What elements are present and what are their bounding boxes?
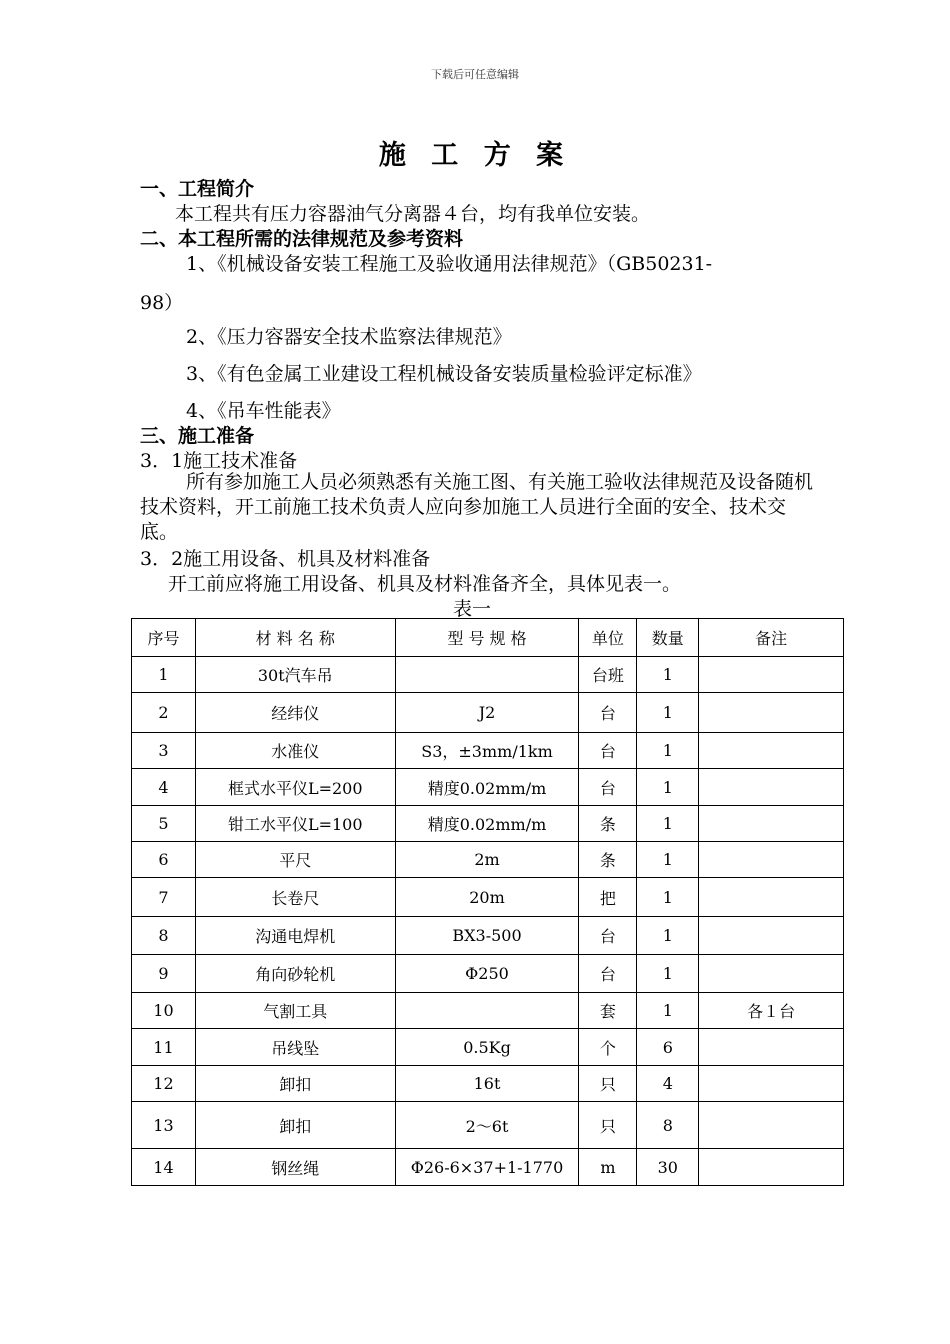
table-cell: 8 [637, 1102, 699, 1149]
table-cell: 沟通电焊机 [195, 917, 395, 955]
table-cell: 框式水平仪L=200 [195, 769, 395, 806]
table-cell: 把 [579, 878, 637, 917]
table-cell: 卸扣 [195, 1102, 395, 1149]
table-cell: 30t汽车吊 [195, 657, 395, 693]
table-cell: 1 [637, 769, 699, 806]
table-caption: 表一 [453, 598, 492, 620]
table-cell: 个 [579, 1029, 637, 1066]
table-cell [699, 1102, 844, 1149]
table-cell: 精度0.02mm/m [395, 806, 579, 842]
reference-1: 1、《机械设备安装工程施工及验收通用法律规范》（GB50231- [186, 253, 713, 275]
header-cell: 型 号 规 格 [395, 619, 579, 657]
table-cell: 4 [637, 1066, 699, 1102]
table-cell: 12 [132, 1066, 196, 1102]
table-cell: 精度0.02mm/m [395, 769, 579, 806]
table-cell: 套 [579, 993, 637, 1029]
reference-3: 3、《有色金属工业建设工程机械设备安装质量检验评定标准》 [186, 363, 702, 385]
table-cell: 2～6t [395, 1102, 579, 1149]
table-cell: 1 [637, 993, 699, 1029]
table-cell [699, 1149, 844, 1186]
table-row [132, 693, 844, 733]
table-cell: 只 [579, 1066, 637, 1102]
table-cell: BX3-500 [395, 917, 579, 955]
section-3-1-text: 所有参加施工人员必须熟悉有关施工图、有关施工验收法律规范及设备随机技术资料，开工前施工技术负责人应向参加施工人员进行全面的安全、技术交底。 [140, 471, 814, 543]
section-2-heading: 二、本工程所需的法律规范及参考资料 [140, 228, 464, 250]
section-3-2-text: 开工前应将施工用设备、机具及材料准备齐全，具体见表一。 [168, 573, 682, 595]
header-cell: 备注 [699, 619, 844, 657]
table-cell: 1 [637, 878, 699, 917]
section-3-heading: 三、施工准备 [140, 425, 255, 447]
section-1-heading: 一、工程简介 [140, 178, 255, 200]
table-cell: 14 [132, 1149, 196, 1186]
table-cell [395, 657, 579, 693]
table-cell: 16t [395, 1066, 579, 1102]
table-cell [699, 806, 844, 842]
table-cell: 角向砂轮机 [195, 955, 395, 993]
table-header-row [132, 619, 844, 657]
header-cell: 单位 [579, 619, 637, 657]
table-cell: 吊线坠 [195, 1029, 395, 1066]
table-cell [699, 842, 844, 878]
table-cell: 20m [395, 878, 579, 917]
reference-4: 4、《吊车性能表》 [186, 400, 341, 422]
table-cell: 13 [132, 1102, 196, 1149]
table-row [132, 733, 844, 769]
table-cell: 钳工水平仪L=100 [195, 806, 395, 842]
table-cell: m [579, 1149, 637, 1186]
table-cell: 0.5Kg [395, 1029, 579, 1066]
table-row [132, 1149, 844, 1186]
table-row [132, 1102, 844, 1149]
reference-2: 2、《压力容器安全技术监察法律规范》 [186, 326, 512, 348]
table-row [132, 1066, 844, 1102]
table-cell: 6 [637, 1029, 699, 1066]
table-cell: 台 [579, 769, 637, 806]
table-cell [395, 993, 579, 1029]
table-cell: 条 [579, 842, 637, 878]
materials-table [131, 618, 844, 1186]
table-cell: 1 [637, 657, 699, 693]
table-cell: 平尺 [195, 842, 395, 878]
table-cell: 1 [637, 955, 699, 993]
table-cell: 30 [637, 1149, 699, 1186]
table-cell: Φ250 [395, 955, 579, 993]
table-cell: 2 [132, 693, 196, 733]
table-cell: 3 [132, 733, 196, 769]
table-cell: 只 [579, 1102, 637, 1149]
reference-1-continued: 98） [140, 292, 184, 314]
table-cell: 台 [579, 693, 637, 733]
table-row [132, 993, 844, 1029]
table-cell [699, 693, 844, 733]
table-row [132, 769, 844, 806]
table-row [132, 878, 844, 917]
table-cell [699, 657, 844, 693]
table-cell: 1 [637, 842, 699, 878]
table-cell: 台班 [579, 657, 637, 693]
section-3-2-heading: 3．2施工用设备、机具及材料准备 [140, 548, 431, 570]
page-header: 下载后可任意编辑 [431, 68, 519, 81]
table-cell [699, 769, 844, 806]
table-row [132, 1029, 844, 1066]
table-cell: 气割工具 [195, 993, 395, 1029]
table-cell: 各１台 [699, 993, 844, 1029]
table-cell [699, 878, 844, 917]
table-cell: 10 [132, 993, 196, 1029]
table-cell [699, 1029, 844, 1066]
header-cell: 材 料 名 称 [195, 619, 395, 657]
table-cell: J2 [395, 693, 579, 733]
document-title: 施 工 方 案 [378, 140, 572, 171]
table-cell [699, 917, 844, 955]
table-cell: 长卷尺 [195, 878, 395, 917]
table-cell [699, 733, 844, 769]
table-cell: 1 [637, 733, 699, 769]
table-row [132, 842, 844, 878]
table-cell: 7 [132, 878, 196, 917]
table-cell: 4 [132, 769, 196, 806]
section-3-1-heading: 3．1施工技术准备 [140, 450, 298, 472]
table-cell: 5 [132, 806, 196, 842]
table-cell: 1 [637, 917, 699, 955]
table-cell: 卸扣 [195, 1066, 395, 1102]
table-cell: 台 [579, 917, 637, 955]
table-cell: 经纬仪 [195, 693, 395, 733]
table-cell: 条 [579, 806, 637, 842]
table-cell: Φ26-6×37+1-1770 [395, 1149, 579, 1186]
table-cell: 1 [637, 806, 699, 842]
table-cell: 台 [579, 955, 637, 993]
table-cell: 1 [132, 657, 196, 693]
table-cell: 水准仪 [195, 733, 395, 769]
table-cell: 9 [132, 955, 196, 993]
table-cell: 11 [132, 1029, 196, 1066]
table-cell: 钢丝绳 [195, 1149, 395, 1186]
table-row [132, 806, 844, 842]
table-cell: S3，±3mm/1km [395, 733, 579, 769]
table-cell: 8 [132, 917, 196, 955]
table-cell: 6 [132, 842, 196, 878]
table-cell: 2m [395, 842, 579, 878]
table-cell [699, 1066, 844, 1102]
table-cell [699, 955, 844, 993]
table-row [132, 917, 844, 955]
section-1-text: 本工程共有压力容器油气分离器４台，均有我单位安装。 [175, 203, 651, 225]
table-cell: 台 [579, 733, 637, 769]
table-cell: 1 [637, 693, 699, 733]
header-cell: 数量 [637, 619, 699, 657]
header-cell: 序号 [132, 619, 196, 657]
table-row [132, 955, 844, 993]
table-row [132, 657, 844, 693]
